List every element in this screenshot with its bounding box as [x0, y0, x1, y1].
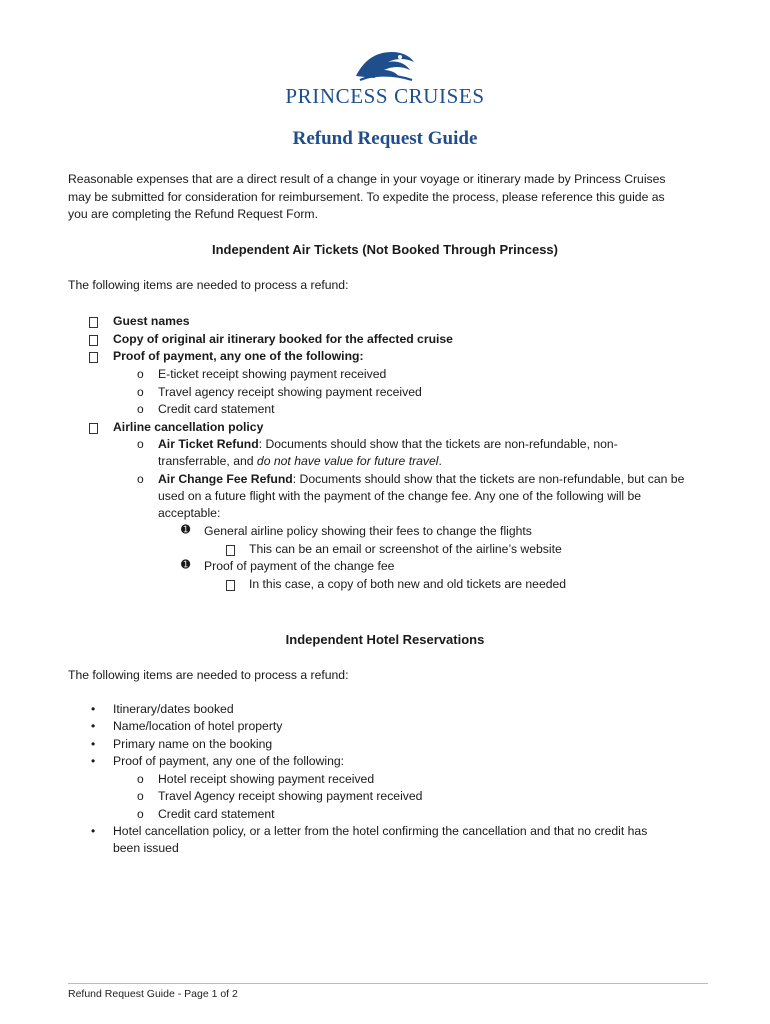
air-ticket-refund-text: : Documents should show that the tickets are non-refundable, non-	[258, 437, 618, 451]
bullet-icon: •	[91, 719, 96, 733]
bullet-icon: •	[91, 754, 96, 768]
bullet-icon: •	[91, 737, 96, 751]
air-ticket-refund-label: Air Ticket Refund	[158, 437, 259, 451]
princess-cruises-logo	[0, 46, 770, 109]
checkbox-icon	[226, 545, 235, 556]
circle-bullet-icon: o	[137, 437, 144, 451]
page-title: Refund Request Guide	[292, 128, 478, 149]
footer-divider	[68, 983, 708, 984]
list-item: Name/location of hotel property	[113, 719, 283, 733]
list-item: Credit card statement	[158, 402, 275, 416]
numbered-circle-icon: ➊	[181, 524, 191, 536]
air-ticket-refund-emphasis: do not have value for future travel	[256, 454, 439, 468]
intro-line: you are completing the Refund Request Form.	[68, 207, 318, 222]
list-item: Primary name on the booking	[113, 737, 273, 751]
checkbox-icon	[226, 580, 235, 591]
list-item: Proof of payment of the change fee	[204, 559, 395, 573]
air-change-fee-item	[158, 471, 684, 489]
page-footer: Refund Request Guide - Page 1 of 2	[68, 988, 238, 1000]
hotel-lead-text: The following items are needed to process a refund:	[68, 668, 349, 682]
checkbox-icon	[89, 423, 98, 434]
circle-bullet-icon: o	[137, 367, 144, 381]
seawitch-logo-icon	[350, 46, 420, 82]
list-item: Credit card statement	[158, 807, 275, 821]
circle-bullet-icon: o	[137, 807, 144, 821]
air-ticket-refund-continued	[158, 453, 442, 471]
list-item: Travel agency receipt showing payment received	[158, 385, 422, 399]
circle-bullet-icon: o	[137, 772, 144, 786]
intro-line: may be submitted for consideration for reimbursement. To expedite the process, please reference this guide as	[68, 189, 665, 204]
air-lead-text: The following items are needed to process a refund:	[68, 278, 349, 292]
list-item: This can be an email or screenshot of the airline’s website	[249, 542, 562, 556]
air-ticket-refund-end: .	[438, 454, 442, 468]
circle-bullet-icon: o	[137, 385, 144, 399]
list-item: Proof of payment, any one of the following:	[113, 754, 345, 768]
list-item: Hotel receipt showing payment received	[158, 772, 375, 786]
numbered-circle-icon: ➊	[181, 559, 191, 571]
air-change-fee-label: Air Change Fee Refund	[158, 472, 293, 486]
circle-bullet-icon: o	[137, 402, 144, 416]
checkbox-icon	[89, 352, 98, 363]
list-item: Travel Agency receipt showing payment received	[158, 789, 423, 803]
logo-wordmark: PRINCESS CRUISES	[285, 84, 485, 108]
list-item: Hotel cancellation policy, or a letter from the hotel confirming the cancellation and that no credit has	[113, 824, 648, 838]
bullet-icon: •	[91, 824, 96, 838]
air-change-fee-text: acceptable:	[158, 506, 221, 520]
air-ticket-refund-text: transferrable, and	[158, 454, 257, 468]
checkbox-icon	[89, 317, 98, 328]
list-item: Airline cancellation policy	[113, 420, 264, 434]
list-item: Guest names	[113, 314, 190, 328]
list-item: General airline policy showing their fees to change the flights	[204, 524, 532, 538]
bullet-icon: •	[91, 702, 96, 716]
list-item: In this case, a copy of both new and old tickets are needed	[249, 577, 567, 591]
intro-paragraph	[68, 171, 708, 224]
list-item: Copy of original air itinerary booked for the affected cruise	[113, 332, 453, 346]
list-item: E-ticket receipt showing payment received	[158, 367, 387, 381]
air-change-fee-text: : Documents should show that the tickets are non-refundable, but can be	[292, 472, 685, 486]
circle-bullet-icon: o	[137, 472, 144, 486]
list-item: Proof of payment, any one of the following:	[113, 349, 364, 363]
circle-bullet-icon: o	[137, 789, 144, 803]
air-change-fee-text: used on a future flight with the payment of the change fee. Any one of the following will be	[158, 489, 642, 503]
checkbox-icon	[89, 335, 98, 346]
air-ticket-refund-item	[158, 436, 618, 454]
intro-line: Reasonable expenses that are a direct result of a change in your voyage or itinerary made by Princess Cruises	[68, 172, 666, 186]
list-item: Itinerary/dates booked	[113, 702, 234, 716]
list-item: been issued	[113, 841, 179, 855]
hotel-section-heading: Independent Hotel Reservations	[285, 632, 485, 647]
air-section-heading: Independent Air Tickets (Not Booked Through Princess)	[212, 242, 558, 257]
